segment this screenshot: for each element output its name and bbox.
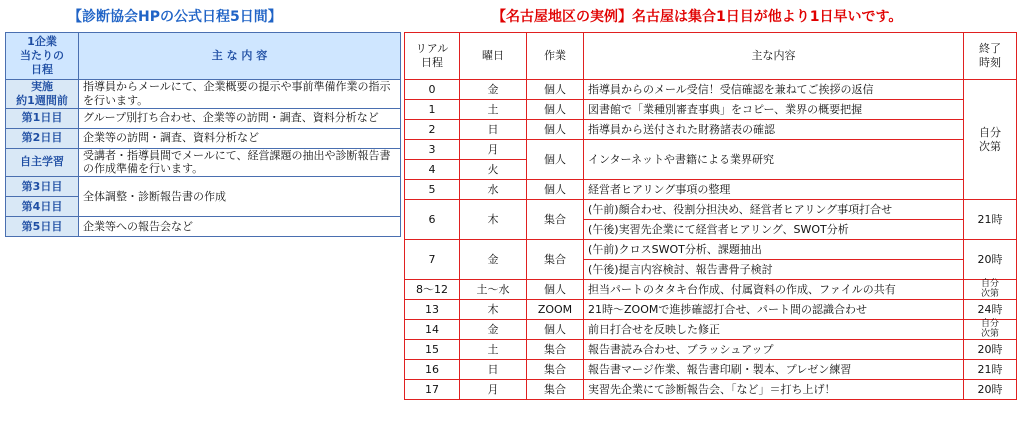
work-type: 集合 bbox=[527, 340, 584, 360]
right-title: 【名古屋地区の実例】名古屋は集合1日目が他より1日早いです。 bbox=[492, 9, 903, 25]
row-content: (午前)クロスSWOT分析、課題抽出 bbox=[584, 240, 964, 260]
period-day1: 第1日目 bbox=[6, 108, 79, 128]
left-title: 【診断協会HPの公式日程5日間】 bbox=[68, 9, 282, 25]
weekday: 火 bbox=[460, 160, 527, 180]
row-content: (午後)提言内容検討、報告書骨子検討 bbox=[584, 260, 964, 280]
nagoya-schedule-table bbox=[404, 32, 1017, 400]
work-type: 個人 bbox=[527, 140, 584, 180]
row-content: 21時～ZOOMで進捗確認打合せ、パート間の認識合わせ bbox=[584, 300, 964, 320]
content-day1: グループ別打ち合わせ、企業等の訪問・調査、資料分析など bbox=[79, 108, 401, 128]
real-day: 6 bbox=[405, 200, 460, 240]
real-day: 7 bbox=[405, 240, 460, 280]
content-day2: 企業等の訪問・調査、資料分析など bbox=[79, 128, 401, 148]
end-time: 20時 bbox=[964, 380, 1017, 400]
weekday: 金 bbox=[460, 320, 527, 340]
row-content: (午前)顔合わせ、役割分担決め、経営者ヒアリング事項打合せ bbox=[584, 200, 964, 220]
header-content: 主な内容 bbox=[584, 33, 964, 80]
work-type: 集合 bbox=[527, 200, 584, 240]
period-day5: 第5日目 bbox=[6, 217, 79, 237]
end-time: 21時 bbox=[964, 200, 1017, 240]
end-time: 自分 次第 bbox=[964, 320, 1017, 340]
work-type: 個人 bbox=[527, 320, 584, 340]
weekday: 土～水 bbox=[460, 280, 527, 300]
real-day: 4 bbox=[405, 160, 460, 180]
header-end: 終了 時刻 bbox=[964, 33, 1017, 80]
row-content: 図書館で「業種別審査事典」をコピー、業界の概要把握 bbox=[584, 100, 964, 120]
work-type: 個人 bbox=[527, 100, 584, 120]
content-self-study: 受講者・指導員間でメールにて、経営課題の抽出や診断報告書の作成準備を行います。 bbox=[79, 148, 401, 177]
end-time: 24時 bbox=[964, 300, 1017, 320]
weekday: 月 bbox=[460, 380, 527, 400]
real-day: 0 bbox=[405, 80, 460, 100]
real-day: 1 bbox=[405, 100, 460, 120]
weekday: 日 bbox=[460, 120, 527, 140]
period-self-study: 自主学習 bbox=[6, 148, 79, 177]
row-content: 前日打合せを反映した修正 bbox=[584, 320, 964, 340]
real-day: 14 bbox=[405, 320, 460, 340]
real-day: 8～12 bbox=[405, 280, 460, 300]
row-content: 報告書マージ作業、報告書印刷・製本、プレゼン練習 bbox=[584, 360, 964, 380]
real-day: 16 bbox=[405, 360, 460, 380]
header-work: 作業 bbox=[527, 33, 584, 80]
header-content: 主 な 内 容 bbox=[79, 33, 401, 80]
row-content: インターネットや書籍による業界研究 bbox=[584, 140, 964, 180]
weekday: 金 bbox=[460, 80, 527, 100]
period-day4: 第4日目 bbox=[6, 197, 79, 217]
content-pre-week: 指導員からメールにて、企業概要の提示や事前準備作業の指示を行います。 bbox=[79, 80, 401, 109]
row-content: 経営者ヒアリング事項の整理 bbox=[584, 180, 964, 200]
header-period: 1企業 当たりの 日程 bbox=[6, 33, 79, 80]
weekday: 土 bbox=[460, 100, 527, 120]
weekday: 月 bbox=[460, 140, 527, 160]
real-day: 3 bbox=[405, 140, 460, 160]
period-day2: 第2日目 bbox=[6, 128, 79, 148]
weekday: 水 bbox=[460, 180, 527, 200]
end-time: 自分 次第 bbox=[964, 280, 1017, 300]
period-pre-week: 実施 約1週間前 bbox=[6, 80, 79, 109]
work-type: 集合 bbox=[527, 240, 584, 280]
weekday: 土 bbox=[460, 340, 527, 360]
row-content: 指導員から送付された財務諸表の確認 bbox=[584, 120, 964, 140]
work-type: 個人 bbox=[527, 120, 584, 140]
row-content: 指導員からのメール受信！受信確認を兼ねてご挨拶の返信 bbox=[584, 80, 964, 100]
row-content: 担当パートのタタキ台作成、付属資料の作成、ファイルの共有 bbox=[584, 280, 964, 300]
period-day3: 第3日目 bbox=[6, 177, 79, 197]
row-content: (午後)実習先企業にて経営者ヒアリング、SWOT分析 bbox=[584, 220, 964, 240]
header-weekday: 曜日 bbox=[460, 33, 527, 80]
real-day: 2 bbox=[405, 120, 460, 140]
content-day5: 企業等への報告会など bbox=[79, 217, 401, 237]
real-day: 15 bbox=[405, 340, 460, 360]
work-type: 個人 bbox=[527, 280, 584, 300]
row-content: 報告書読み合わせ、ブラッシュアップ bbox=[584, 340, 964, 360]
end-time: 21時 bbox=[964, 360, 1017, 380]
end-time: 自分 次第 bbox=[964, 80, 1017, 200]
content-day3: 全体調整・診断報告書の作成 bbox=[79, 177, 401, 217]
real-day: 13 bbox=[405, 300, 460, 320]
end-time: 20時 bbox=[964, 340, 1017, 360]
weekday: 金 bbox=[460, 240, 527, 280]
weekday: 木 bbox=[460, 200, 527, 240]
work-type: 集合 bbox=[527, 360, 584, 380]
real-day: 5 bbox=[405, 180, 460, 200]
end-time: 20時 bbox=[964, 240, 1017, 280]
real-day: 17 bbox=[405, 380, 460, 400]
weekday: 日 bbox=[460, 360, 527, 380]
work-type: 集合 bbox=[527, 380, 584, 400]
header-real-day: リアル 日程 bbox=[405, 33, 460, 80]
official-schedule-table bbox=[5, 32, 401, 237]
work-type: 個人 bbox=[527, 180, 584, 200]
weekday: 木 bbox=[460, 300, 527, 320]
row-content: 実習先企業にて診断報告会、「など」＝打ち上げ！ bbox=[584, 380, 964, 400]
work-type: 個人 bbox=[527, 80, 584, 100]
work-type: ZOOM bbox=[527, 300, 584, 320]
